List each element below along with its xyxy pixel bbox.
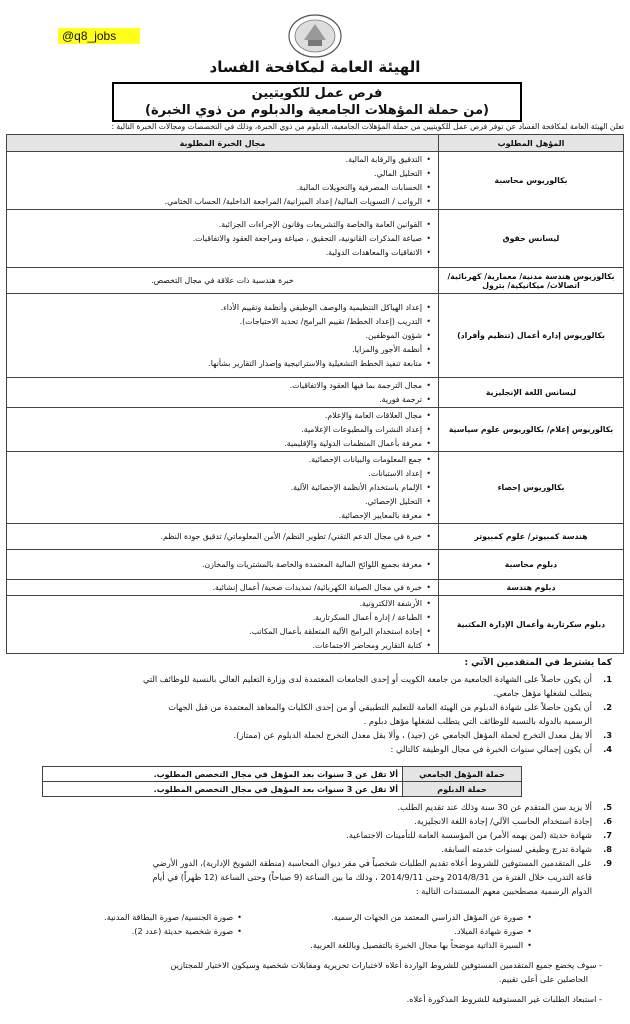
- experience-cell: [7, 452, 439, 524]
- condition-item: [18, 742, 612, 756]
- condition-text: قاعة التدريب خلال الفترة من 2014/8/31 وحتى 2014/9/11 ، وذلك ما بين الساعة (9 صباحاً) وحتى الساعة (12 ظهراً) في أيام: [152, 872, 592, 882]
- years-value: ألا تقل عن 3 سنوات بعد المؤهل في مجال التخصص المطلوب.: [43, 782, 403, 797]
- qualification-cell: بكالوريوس إحصاء: [439, 452, 624, 524]
- years-row: [43, 767, 522, 782]
- table-row: [7, 210, 624, 268]
- condition-item: [18, 728, 612, 742]
- table-row: [7, 294, 624, 378]
- qualification-cell: بكالوريوس محاسبة: [439, 152, 624, 210]
- document-text: صورة شخصية حديثة (عدد 2).: [131, 926, 234, 936]
- table-row: [7, 152, 624, 210]
- experience-item: • مجال العلاقات العامة والإعلام.: [11, 409, 422, 423]
- experience-item: • الحسابات المصرفية والتحويلات المالية.: [11, 181, 422, 195]
- experience-item: • الرواتب / التسويات المالية/ إعداد الميزانية/ المراجعة الداخلية/ الحساب الختامي.: [11, 195, 422, 209]
- experience-item: خبرة هندسية ذات علاقة في مجال التخصص.: [151, 276, 294, 285]
- page-title: فرص عمل للكويتيين: [251, 86, 383, 101]
- watermark-tag: @q8_jobs: [58, 28, 140, 44]
- experience-item: • خبرة في مجال الدعم التقني/ تطوير النظم/ الأمن المعلوماتي/ تدقيق جودة النظم.: [11, 530, 422, 544]
- condition-item: [18, 842, 612, 856]
- years-value: ألا تقل عن 3 سنوات بعد المؤهل في مجال التخصص المطلوب.: [43, 767, 403, 782]
- condition-number: 1.: [603, 674, 612, 684]
- condition-number: 3.: [603, 730, 612, 740]
- intro-text: تعلن الهيئة العامة لمكافحة الفساد عن توفر فرص عمل للكويتيين من حملة المؤهلات الجامعية، الدبلوم من ذوي الخبرة، وذلك في التخصصات ومجالات الخبرة التالية :: [111, 122, 624, 131]
- condition-text: الدوام الرسمية مصطحبين معهم المستندات التالية :: [415, 886, 592, 896]
- experience-cell: [7, 580, 439, 596]
- condition-item: [18, 700, 612, 728]
- condition-number: 8.: [603, 844, 612, 854]
- bullet-icon: •: [527, 912, 532, 922]
- experience-item: • صياغة المذكرات القانونية، التحقيق ، صياغة ومراجعة العقود والاتفاقيات.: [11, 232, 422, 246]
- experience-item: • إعداد النشرات والمطبوعات الإعلامية.: [11, 423, 422, 437]
- table-row: [7, 452, 624, 524]
- experience-cell: [7, 378, 439, 408]
- table-row: [7, 596, 624, 654]
- condition-text: على المتقدمين المستوفين للشروط أعلاه تقديم الطلبات شخصياً في مقر ديوان المحاسبة (منطقة الشويخ الإدارية)، الدور الأرضي: [152, 858, 592, 868]
- experience-cell: [7, 210, 439, 268]
- table-row: [7, 580, 624, 596]
- experience-item: • مجال الترجمة بما فيها العقود والاتفاقيات.: [11, 379, 422, 393]
- bullet-icon: •: [527, 926, 532, 936]
- document-item: [132, 926, 242, 940]
- experience-cell: [7, 152, 439, 210]
- experience-item: • ترجمة فورية.: [11, 393, 422, 407]
- qualification-cell: دبلوم محاسبة: [439, 550, 624, 580]
- experience-item: • جمع المعلومات والبيانات الإحصائية.: [11, 453, 422, 467]
- table-row: [7, 550, 624, 580]
- table-row: [7, 268, 624, 294]
- page-subtitle: (من حملة المؤهلات الجامعية والدبلوم من ذوي الخبرة): [145, 103, 489, 118]
- note-text: الحاصلين على أعلى تقييم.: [498, 974, 588, 984]
- years-key: حملة الدبلوم: [403, 782, 522, 797]
- table-row: [7, 408, 624, 452]
- qualification-cell: بكالوريوس هندسة مدنية/ معمارية/ كهربائية/ اتصالات/ ميكانيكية/ بترول: [439, 268, 624, 294]
- emblem-icon: [286, 12, 344, 60]
- qual-header: المؤهل المطلوب: [439, 135, 624, 152]
- condition-item: [18, 672, 612, 700]
- condition-item: [18, 828, 612, 842]
- experience-item: • كتابة التقارير ومحاضر الاجتماعات.: [11, 639, 422, 653]
- experience-item: • الطباعة / إدارة أعمال السكرتارية.: [11, 611, 422, 625]
- condition-item: [18, 814, 612, 828]
- note-item: [499, 974, 588, 988]
- experience-item: • القوانين العامة والخاصة والتشريعات وقانون الإجراءات الجزائية.: [11, 218, 422, 232]
- bullet-icon: •: [237, 912, 242, 922]
- condition-item: [18, 856, 612, 898]
- document-item: [104, 912, 242, 926]
- title-banner: [112, 82, 522, 122]
- experience-years-table: [42, 766, 522, 797]
- condition-text: ألا يقل معدل التخرج لحملة المؤهل الجامعي عن (جيد) ، وألا يقل معدل التخرج لحملة الدبلوم عن (ممتاز).: [233, 730, 592, 740]
- document-item: [310, 940, 532, 954]
- qualification-cell: بكالوريوس إعلام/ بكالوريوس علوم سياسية: [439, 408, 624, 452]
- years-key: حملة المؤهل الجامعي: [403, 767, 522, 782]
- experience-item: • الاتفاقيات والمعاهدات الدولية.: [11, 246, 422, 260]
- document-text: صورة عن المؤهل الدراسي المعتمد من الجهات الرسمية.: [331, 912, 524, 922]
- experience-cell: [7, 268, 439, 294]
- years-row: [43, 782, 522, 797]
- condition-text: الرسمية بالدولة بالنسبة للوظائف التي يتطلب لشغلها مؤهل دبلوم .: [363, 716, 592, 726]
- experience-item: • خبرة في مجال الصيانة الكهربائية/ تمديدات صحية/ أعمال إنشائية.: [11, 581, 422, 595]
- experience-item: • معرفة بالمعايير الإحصائية.: [11, 509, 422, 523]
- experience-cell: [7, 550, 439, 580]
- qualification-cell: هندسة كمبيوتر/ علوم كمبيوتر: [439, 524, 624, 550]
- experience-item: • أنظمة الأجور والمزايا.: [11, 343, 422, 357]
- experience-item: • التدريب (إعداد الخطط/ تقييم البرامج/ تحديد الاحتياجات).: [11, 315, 422, 329]
- document-text: صورة الجنسية/ صورة البطاقة المدنية.: [104, 912, 234, 922]
- experience-item: • التحليل المالي.: [11, 167, 422, 181]
- experience-item: • التحليل الإحصائي.: [11, 495, 422, 509]
- condition-number: 6.: [603, 816, 612, 826]
- jobs-table: [6, 134, 624, 654]
- experience-cell: [7, 524, 439, 550]
- table-row: [7, 378, 624, 408]
- qualification-cell: دبلوم سكرتارية وأعمال الإدارة المكتبية: [439, 596, 624, 654]
- bullet-icon: •: [237, 926, 242, 936]
- table-row: [7, 524, 624, 550]
- document-item: [454, 926, 532, 940]
- exp-header: مجال الخبرة المطلوبة: [7, 135, 439, 152]
- qualification-cell: ليسانس اللغة الإنجليزية: [439, 378, 624, 408]
- condition-number: 4.: [603, 744, 612, 754]
- document-text: صورة شهادة الميلاد.: [454, 926, 524, 936]
- note-text: - سوف يخضع جميع المتقدمين المستوفين للشروط الواردة أعلاه لاختبارات تحريرية ومقابلات شخصية وسيكون الاختيار للمجتازين: [170, 960, 602, 970]
- document-item: [331, 912, 532, 926]
- bullet-icon: •: [527, 940, 532, 950]
- conditions-title: كما يشترط في المتقدمين الآتي :: [464, 658, 612, 668]
- qualification-cell: بكالوريوس إدارة أعمال (تنظيم وأفراد): [439, 294, 624, 378]
- experience-cell: [7, 408, 439, 452]
- condition-number: 9.: [603, 858, 612, 868]
- experience-item: • الإلمام باستخدام الأنظمة الإحصائية الآلية.: [11, 481, 422, 495]
- qualification-cell: ليسانس حقوق: [439, 210, 624, 268]
- note-item: [407, 994, 602, 1008]
- experience-item: • شؤون الموظفين.: [11, 329, 422, 343]
- condition-item: [18, 800, 612, 814]
- condition-number: 2.: [603, 702, 612, 712]
- experience-item: • الأرشفة الالكترونية.: [11, 597, 422, 611]
- condition-text: أن يكون إجمالي سنوات الخبرة في مجال الوظيفة كالتالي :: [390, 744, 592, 754]
- experience-item: • إعداد الهياكل التنظيمية والوصف الوظيفي وأنظمة وتقييم الأداء.: [11, 301, 422, 315]
- condition-text: ألا يزيد سن المتقدم عن 30 سنة وذلك عند تقديم الطلب.: [397, 802, 592, 812]
- authority-name: الهيئة العامة لمكافحة الفساد: [209, 58, 421, 76]
- condition-text: أن يكون حاصلاً على شهادة الدبلوم من الهيئة العامة للتعليم التطبيقي أو من إحدى الكليات والمعاهد المعتمدة من قبل الجهات: [168, 702, 592, 712]
- condition-text: يتطلب لشغلها مؤهل جامعي.: [493, 688, 592, 698]
- experience-cell: [7, 596, 439, 654]
- condition-number: 7.: [603, 830, 612, 840]
- experience-item: • إجادة استخدام البرامج الآلية المتعلقة بأعمال المكاتب.: [11, 625, 422, 639]
- document-text: السيرة الذاتية موضحاً بها مجال الخبرة بالتفصيل وباللغة العربية.: [310, 940, 524, 950]
- experience-cell: [7, 294, 439, 378]
- condition-text: إجادة استخدام الحاسب الآلي/ إجادة اللغة الانجليزية.: [414, 816, 592, 826]
- experience-item: • التدقيق والرقابة المالية.: [11, 153, 422, 167]
- condition-text: شهادة حديثة (لمن يهمه الأمر) من المؤسسة العامة للتأمينات الاجتماعية.: [346, 830, 592, 840]
- condition-number: 5.: [603, 802, 612, 812]
- experience-item: • إعداد الاستبانات.: [11, 467, 422, 481]
- qualification-cell: دبلوم هندسة: [439, 580, 624, 596]
- condition-text: شهادة تدرج وظيفي لسنوات خدمته السابقة.: [441, 844, 592, 854]
- condition-text: أن يكون حاصلاً على الشهادة الجامعية من جامعة الكويت أو إحدى الجامعات المعتمدة لدى وزارة التعليم العالي بالنسبة للوظائف التي: [142, 674, 592, 684]
- experience-item: • متابعة تنفيذ الخطط التشغيلية والاستراتيجية وإصدار التقارير بشأنها.: [11, 357, 422, 371]
- note-text: - استبعاد الطلبات غير المستوفية للشروط المذكورة أعلاه.: [406, 994, 602, 1004]
- experience-item: • معرفة بجميع اللوائح المالية المعتمدة والخاصة بالمشتريات والمخازن.: [11, 558, 422, 572]
- note-item: [170, 960, 602, 974]
- experience-item: • معرفة بأعمال المنظمات الدولية والإقليمية.: [11, 437, 422, 451]
